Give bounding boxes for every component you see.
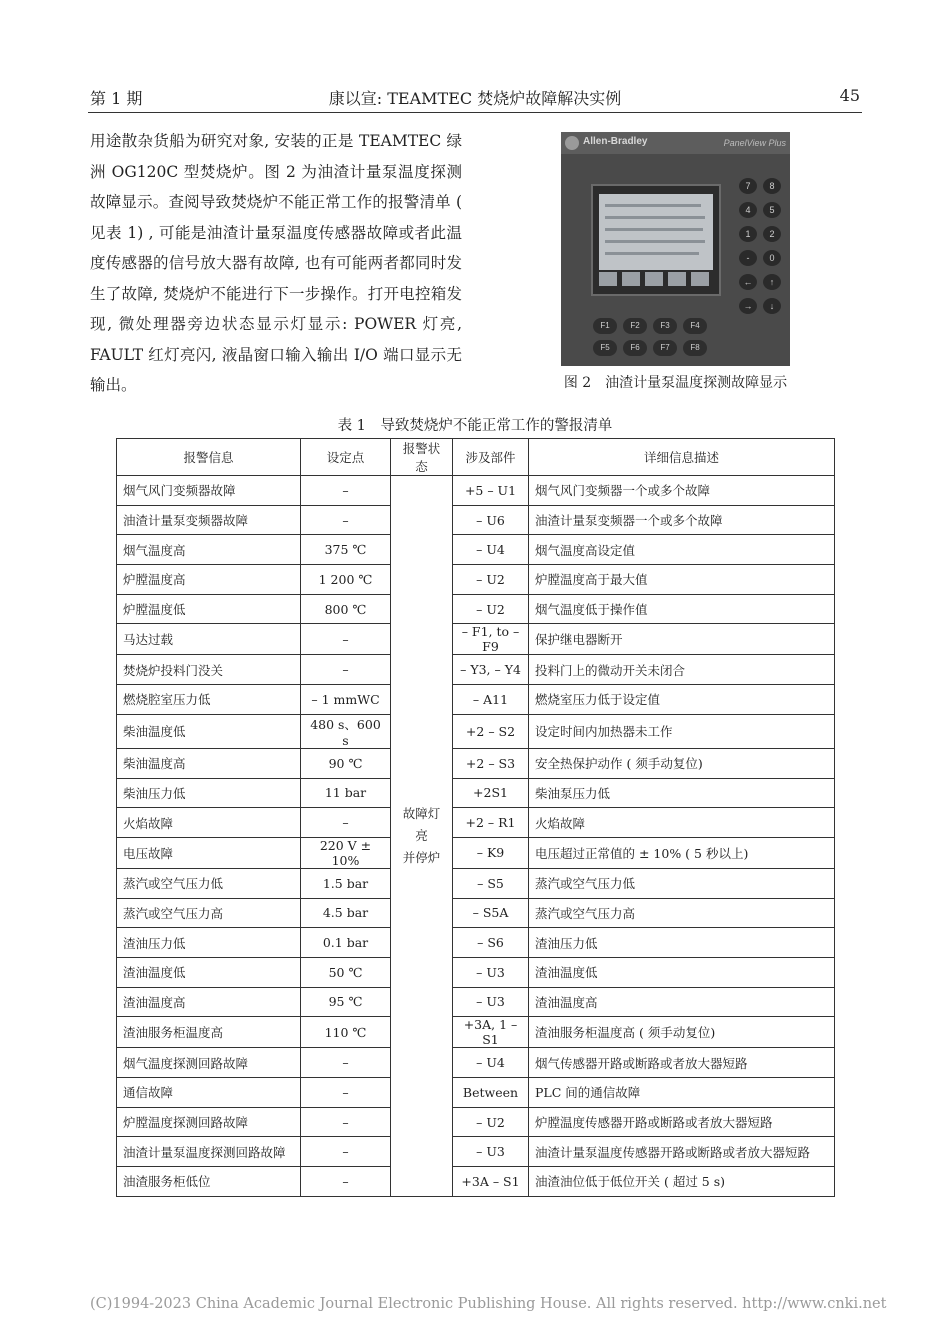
setpoint-cell: 90 ℃: [301, 748, 391, 778]
function-key: F4: [683, 318, 707, 334]
description-cell: 火焰故障: [529, 808, 835, 838]
alarm-info-cell: 蒸汽或空气压力高: [117, 898, 301, 928]
setpoint-cell: –: [301, 1048, 391, 1078]
brand-label: Allen-Bradley: [583, 136, 648, 147]
table-row: [117, 565, 835, 595]
component-cell: – F1, to – F9: [453, 624, 529, 655]
table-row: [117, 837, 835, 868]
table-row: [117, 685, 835, 715]
table-row: [117, 748, 835, 778]
description-cell: 炉膛温度高于最大值: [529, 565, 835, 595]
description-cell: 油渣计量泵变频器一个或多个故障: [529, 505, 835, 535]
table-row: [117, 1107, 835, 1137]
description-cell: PLC 间的通信故障: [529, 1078, 835, 1108]
column-header: 报警信息: [117, 439, 301, 476]
component-cell: +2S1: [453, 778, 529, 808]
alarm-info-cell: 烟气温度探测回路故障: [117, 1048, 301, 1078]
table-header-row: [117, 439, 835, 476]
table-row: [117, 778, 835, 808]
description-cell: 烟气温度高设定值: [529, 535, 835, 565]
description-cell: 蒸汽或空气压力高: [529, 898, 835, 928]
component-cell: +2 – S2: [453, 714, 529, 748]
setpoint-cell: –: [301, 655, 391, 685]
lcd-line: [605, 252, 699, 255]
table-row: [117, 714, 835, 748]
column-header: 详细信息描述: [529, 439, 835, 476]
component-cell: – U4: [453, 535, 529, 565]
alarm-info-cell: 炉膛温度探测回路故障: [117, 1107, 301, 1137]
alarm-info-cell: 渣油温度低: [117, 957, 301, 987]
arrow-down-icon: ↓: [763, 298, 781, 314]
table-row: [117, 535, 835, 565]
table-row: [117, 957, 835, 987]
table-row: [117, 808, 835, 838]
component-cell: +3A – S1: [453, 1167, 529, 1197]
soft-key: [668, 272, 686, 286]
setpoint-cell: 50 ℃: [301, 957, 391, 987]
component-cell: – K9: [453, 837, 529, 868]
description-cell: 烟气温度低于操作值: [529, 594, 835, 624]
brand-logo-icon: [565, 136, 579, 150]
lcd-line: [605, 204, 701, 207]
setpoint-cell: –: [301, 1107, 391, 1137]
soft-key: [691, 272, 709, 286]
table-row: [117, 987, 835, 1017]
description-cell: 安全热保护动作 ( 须手动复位): [529, 748, 835, 778]
arrow-right-icon: →: [739, 298, 757, 314]
function-key: F6: [623, 340, 647, 356]
setpoint-cell: 11 bar: [301, 778, 391, 808]
alarm-info-cell: 油渣计量泵变频器故障: [117, 505, 301, 535]
component-cell: – U3: [453, 987, 529, 1017]
alarm-info-cell: 炉膛温度高: [117, 565, 301, 595]
alarm-info-cell: 电压故障: [117, 837, 301, 868]
setpoint-cell: 4.5 bar: [301, 898, 391, 928]
table-row: [117, 1078, 835, 1108]
table-row: [117, 655, 835, 685]
alarm-info-cell: 烟气温度高: [117, 535, 301, 565]
component-cell: Between: [453, 1078, 529, 1108]
table-row: [117, 1048, 835, 1078]
alarm-info-cell: 渣油服务柜温度高: [117, 1017, 301, 1048]
setpoint-cell: 375 ℃: [301, 535, 391, 565]
setpoint-cell: –: [301, 1137, 391, 1167]
setpoint-cell: –: [301, 808, 391, 838]
description-cell: 渣油温度低: [529, 957, 835, 987]
setpoint-cell: –: [301, 476, 391, 506]
component-cell: – U3: [453, 1137, 529, 1167]
copyright-footer: (C)1994-2023 China Academic Journal Electronic Publishing House. All rights reserved. http://www.cnki.net: [90, 1296, 887, 1312]
keypad-key: 2: [763, 226, 781, 242]
alarm-status-cell: 故障灯亮 并停炉: [391, 476, 453, 1197]
soft-key: [645, 272, 663, 286]
alarm-table: [116, 438, 835, 1197]
description-cell: 渣油服务柜温度高 ( 须手动复位): [529, 1017, 835, 1048]
table-row: [117, 476, 835, 506]
page-number: 45: [839, 86, 860, 105]
panel-top-bar: [561, 132, 790, 154]
setpoint-cell: –: [301, 624, 391, 655]
component-cell: – U6: [453, 505, 529, 535]
alarm-info-cell: 马达过载: [117, 624, 301, 655]
table-row: [117, 898, 835, 928]
table-row: [117, 505, 835, 535]
table-row: [117, 594, 835, 624]
setpoint-cell: 0.1 bar: [301, 928, 391, 958]
setpoint-cell: 480 s、600 s: [301, 714, 391, 748]
setpoint-cell: – 1 mmWC: [301, 685, 391, 715]
setpoint-cell: –: [301, 1167, 391, 1197]
keypad-key: 0: [763, 250, 781, 266]
alarm-info-cell: 渣油温度高: [117, 987, 301, 1017]
keypad-key: 8: [763, 178, 781, 194]
alarm-info-cell: 通信故障: [117, 1078, 301, 1108]
component-cell: – U2: [453, 594, 529, 624]
arrow-left-icon: ←: [739, 274, 757, 290]
description-cell: 柴油泵压力低: [529, 778, 835, 808]
arrow-up-icon: ↑: [763, 274, 781, 290]
setpoint-cell: –: [301, 505, 391, 535]
panel-photo: [561, 132, 790, 366]
setpoint-cell: –: [301, 1078, 391, 1108]
alarm-info-cell: 柴油压力低: [117, 778, 301, 808]
setpoint-cell: 95 ℃: [301, 987, 391, 1017]
alarm-info-cell: 柴油温度高: [117, 748, 301, 778]
component-cell: – S5A: [453, 898, 529, 928]
table-row: [117, 928, 835, 958]
description-cell: 油渣计量泵温度传感器开路或断路或者放大器短路: [529, 1137, 835, 1167]
setpoint-cell: 110 ℃: [301, 1017, 391, 1048]
keypad-key: -: [739, 250, 757, 266]
component-cell: – U4: [453, 1048, 529, 1078]
body-paragraph: 用途散杂货船为研究对象, 安装的正是 TEAMTEC 绿洲 OG120C 型焚烧炉。图 2 为油渣计量泵温度探测故障显示。查阅导致焚烧炉不能正常工作的报警清单 ( 见表 1) , 可能是油渣计量泵温度传感器故障或者此温度传感器的信号放大器有故障, 也有可能两者都同时发生了故障, 焚烧炉不能进行下一步操作。打开电控箱发现, 微处理器旁边状态显示灯显示: POWER 灯亮, FAULT 红灯亮闪, 液晶窗口输入输出 I/O 端口显示无输出。: [90, 132, 462, 394]
description-cell: 烟气风门变频器一个或多个故障: [529, 476, 835, 506]
alarm-info-cell: 炉膛温度低: [117, 594, 301, 624]
component-cell: – A11: [453, 685, 529, 715]
component-cell: – U2: [453, 565, 529, 595]
alarm-info-cell: 柴油温度低: [117, 714, 301, 748]
lcd-line: [605, 240, 705, 243]
article-title: 康以宣: TEAMTEC 焚烧炉故障解决实例: [328, 89, 622, 108]
alarm-info-cell: 渣油压力低: [117, 928, 301, 958]
figure-caption: 图 2 油渣计量泵温度探测故障显示: [563, 375, 788, 391]
setpoint-cell: 800 ℃: [301, 594, 391, 624]
description-cell: 设定时间内加热器未工作: [529, 714, 835, 748]
function-key: F5: [593, 340, 617, 356]
description-cell: 电压超过正常值的 ± 10% ( 5 秒以上): [529, 837, 835, 868]
running-header: [88, 86, 862, 113]
alarm-info-cell: 燃烧腔室压力低: [117, 685, 301, 715]
keypad-key: 4: [739, 202, 757, 218]
table-row: [117, 1167, 835, 1197]
setpoint-cell: 1.5 bar: [301, 868, 391, 898]
component-cell: – U2: [453, 1107, 529, 1137]
description-cell: 油渣油位低于低位开关 ( 超过 5 s): [529, 1167, 835, 1197]
component-cell: – S5: [453, 868, 529, 898]
alarm-info-cell: 油渣计量泵温度探测回路故障: [117, 1137, 301, 1167]
description-cell: 渣油压力低: [529, 928, 835, 958]
soft-key: [622, 272, 640, 286]
table-row: [117, 624, 835, 655]
lcd-display: [599, 194, 713, 270]
alarm-info-cell: 烟气风门变频器故障: [117, 476, 301, 506]
function-key: F7: [653, 340, 677, 356]
setpoint-cell: 1 200 ℃: [301, 565, 391, 595]
alarm-info-cell: 蒸汽或空气压力低: [117, 868, 301, 898]
component-cell: +2 – S3: [453, 748, 529, 778]
soft-key: [599, 272, 617, 286]
component-cell: – Y3, – Y4: [453, 655, 529, 685]
table-row: [117, 1137, 835, 1167]
lcd-line: [605, 216, 705, 219]
lcd-line: [605, 228, 703, 231]
alarm-info-cell: 焚烧炉投料门没关: [117, 655, 301, 685]
description-cell: 燃烧室压力低于设定值: [529, 685, 835, 715]
alarm-info-cell: 火焰故障: [117, 808, 301, 838]
column-header: 设定点: [301, 439, 391, 476]
description-cell: 炉膛温度传感器开路或断路或者放大器短路: [529, 1107, 835, 1137]
description-cell: 投料门上的微动开关未闭合: [529, 655, 835, 685]
function-key: F8: [683, 340, 707, 356]
keypad-key: 5: [763, 202, 781, 218]
column-header: 涉及部件: [453, 439, 529, 476]
component-cell: +5 – U1: [453, 476, 529, 506]
component-cell: +3A, 1 – S1: [453, 1017, 529, 1048]
function-key: F1: [593, 318, 617, 334]
issue-number: 第 1 期: [90, 89, 143, 108]
function-key: F2: [623, 318, 647, 334]
table-caption: 表 1 导致焚烧炉不能正常工作的警报清单: [337, 418, 613, 434]
description-cell: 保护继电器断开: [529, 624, 835, 655]
keypad-key: 1: [739, 226, 757, 242]
component-cell: – U3: [453, 957, 529, 987]
table-row: [117, 868, 835, 898]
description-cell: 渣油温度高: [529, 987, 835, 1017]
function-key: F3: [653, 318, 677, 334]
panel-screen: [591, 184, 721, 296]
column-header: 报警状态: [391, 439, 453, 476]
description-cell: 烟气传感器开路或断路或者放大器短路: [529, 1048, 835, 1078]
table-row: [117, 1017, 835, 1048]
model-label: PanelView Plus: [723, 138, 786, 148]
component-cell: – S6: [453, 928, 529, 958]
keypad-key: 7: [739, 178, 757, 194]
setpoint-cell: 220 V ± 10%: [301, 837, 391, 868]
alarm-info-cell: 油渣服务柜低位: [117, 1167, 301, 1197]
component-cell: +2 – R1: [453, 808, 529, 838]
description-cell: 蒸汽或空气压力低: [529, 868, 835, 898]
